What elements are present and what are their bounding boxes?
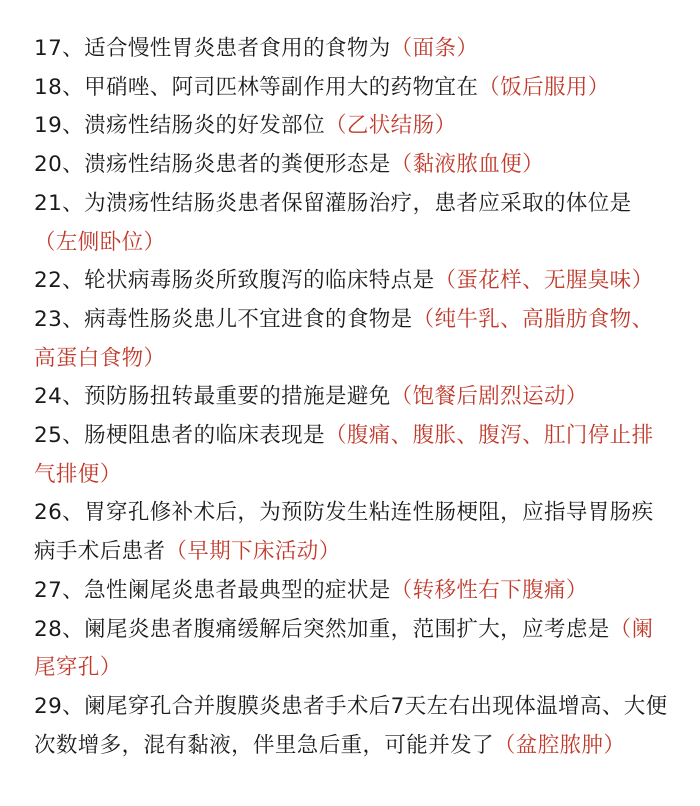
item-answer: （腹痛、腹胀、腹泻、肛门停止排气排便） [34, 423, 654, 487]
item-number: 19、 [34, 113, 85, 139]
item-answer: （乙状结肠） [324, 113, 457, 139]
qa-item-27 [34, 572, 674, 611]
item-number: 20、 [34, 152, 85, 178]
qa-item-23 [34, 301, 674, 378]
qa-item-28 [34, 611, 674, 688]
item-answer: （面条） [390, 36, 479, 61]
item-number: 23、 [34, 306, 85, 332]
item-question: 病毒性肠炎患儿不宜进食的食物是 [84, 306, 413, 332]
item-question: 阑尾炎患者腹痛缓解后突然加重，范围扩大，应考虑是 [84, 616, 610, 642]
qa-item-26 [34, 494, 674, 571]
qa-item-17 [34, 30, 674, 69]
item-answer: （纯牛乳、高脂肪食物、高蛋白食物） [34, 306, 654, 371]
item-number: 24、 [34, 384, 85, 410]
item-answer: （饱餐后剧烈运动） [390, 384, 588, 410]
qa-item-21 [34, 185, 674, 262]
item-answer: （左侧卧位） [34, 229, 166, 255]
item-question: 适合慢性胃炎患者食用的食物为 [84, 36, 391, 61]
item-question: 溃疡性结肠炎的好发部位 [84, 113, 325, 139]
qa-item-24 [34, 378, 674, 417]
item-answer: （转移性右下腹痛） [390, 577, 588, 603]
item-answer: （盆腔脓肿） [493, 732, 626, 758]
qa-item-20 [34, 146, 674, 185]
item-number: 29、 [34, 693, 85, 719]
item-number: 25、 [34, 423, 85, 449]
qa-item-22 [34, 262, 674, 301]
item-number: 27、 [34, 577, 85, 603]
item-question: 胃穿孔修补术后，为预防发生粘连性肠梗阻，应指导胃肠疾病手术后患者 [34, 500, 654, 565]
qa-item-18 [34, 69, 674, 108]
qa-item-19 [34, 107, 674, 146]
item-answer: （蛋花样、无腥臭味） [434, 268, 654, 294]
qa-item-25 [34, 417, 674, 494]
item-number: 28、 [34, 616, 85, 642]
qa-item-29 [34, 688, 674, 765]
qa-document [34, 30, 674, 765]
item-question: 阑尾穿孔合并腹膜炎患者手术后7天左右出现体温增高、大便次数增多，混有黏液，伴里急后重，可能并发了 [34, 693, 668, 758]
item-answer: （阑尾穿孔） [34, 616, 654, 681]
item-number: 21、 [34, 190, 85, 216]
item-question: 为溃疡性结肠炎患者保留灌肠治疗，患者应采取的体位是 [84, 190, 632, 216]
item-question: 预防肠扭转最重要的措施是避免 [84, 384, 391, 410]
item-number: 18、 [34, 74, 85, 100]
item-question: 溃疡性结肠炎患者的粪便形态是 [84, 152, 391, 178]
item-number: 26、 [34, 500, 85, 526]
item-question: 急性阑尾炎患者最典型的症状是 [84, 577, 391, 603]
item-number: 17、 [34, 36, 85, 61]
item-question: 肠梗阻患者的临床表现是 [84, 423, 325, 449]
item-question: 甲硝唑、阿司匹林等副作用大的药物宜在 [84, 74, 479, 100]
item-number: 22、 [34, 268, 85, 294]
item-answer: （早期下床活动） [165, 539, 341, 565]
item-question: 轮状病毒肠炎所致腹泻的临床特点是 [84, 268, 435, 294]
item-answer: （饭后服用） [478, 74, 610, 100]
item-answer: （黏液脓血便） [390, 152, 544, 178]
